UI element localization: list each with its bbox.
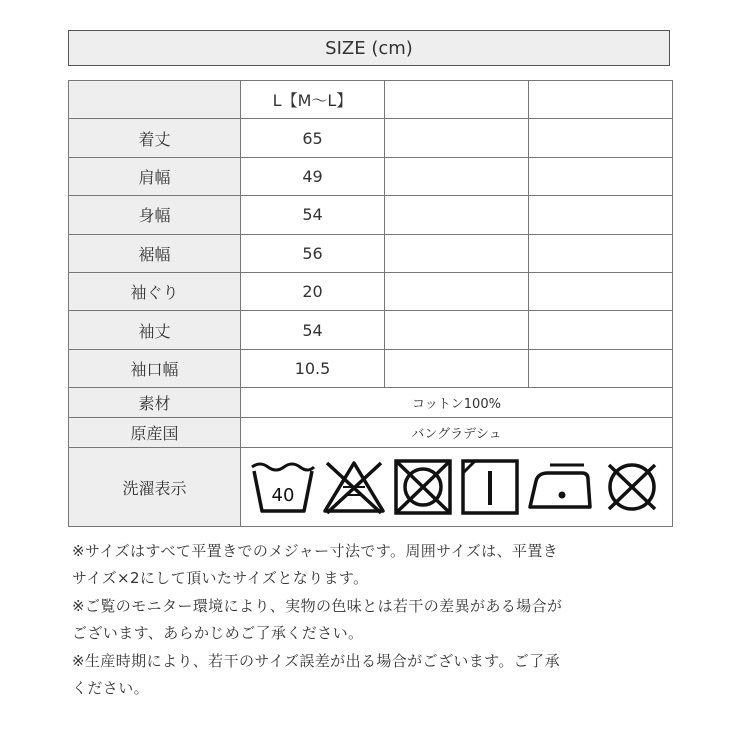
- note-line: ※ご覧のモニター環境により、実物の色味とは若干の差異がある場合が: [72, 596, 563, 615]
- note-line: サイズ×2にして頂いたサイズとなります。: [72, 569, 369, 588]
- row-value: 56: [241, 234, 385, 272]
- table-row: [69, 272, 673, 310]
- no-tumble-dry-icon: [392, 457, 454, 517]
- row-label: 肩幅: [69, 157, 241, 195]
- no-dry-clean-icon: [601, 457, 663, 517]
- table-row: [69, 157, 673, 195]
- row-value: 54: [241, 311, 385, 349]
- row-value: 65: [241, 119, 385, 157]
- empty-cell: [529, 311, 673, 349]
- care-row: [69, 448, 673, 527]
- header-corner: [69, 81, 241, 119]
- care-label: 洗濯表示: [69, 448, 241, 527]
- empty-cell: [385, 311, 529, 349]
- empty-cell: [529, 349, 673, 387]
- empty-cell: [385, 196, 529, 234]
- empty-cell: [385, 234, 529, 272]
- origin-value: バングラデシュ: [241, 418, 673, 448]
- line-dry-icon: [459, 457, 521, 517]
- table-header-row: [69, 81, 673, 119]
- empty-cell: [529, 196, 673, 234]
- note-line: ございます、あらかじめご了承ください。: [72, 624, 364, 643]
- note-line: ※サイズはすべて平置きでのメジャー寸法です。周囲サイズは、平置き: [72, 542, 559, 560]
- origin-row: [69, 418, 673, 448]
- empty-cell: [385, 272, 529, 310]
- care-icons: [241, 457, 672, 517]
- row-value: 54: [241, 196, 385, 234]
- material-label: 素材: [69, 388, 241, 418]
- row-value: 10.5: [241, 349, 385, 387]
- row-value: 20: [241, 272, 385, 310]
- care-icons-cell: [241, 448, 673, 527]
- wash-temp-label: 40: [271, 485, 295, 507]
- notes: [72, 538, 672, 702]
- size-header: L【M〜L】: [241, 81, 385, 119]
- row-value: 49: [241, 157, 385, 195]
- origin-label: 原産国: [69, 418, 241, 448]
- washtub-40-icon: [250, 457, 316, 517]
- row-label: 身幅: [69, 196, 241, 234]
- row-label: 着丈: [69, 119, 241, 157]
- row-label: 裾幅: [69, 234, 241, 272]
- no-bleach-icon: [321, 457, 387, 517]
- empty-cell: [385, 119, 529, 157]
- note-line: ください。: [72, 679, 150, 698]
- empty-cell: [529, 272, 673, 310]
- material-row: [69, 388, 673, 418]
- empty-cell: [529, 81, 673, 119]
- size-title: SIZE (cm): [68, 30, 670, 66]
- empty-cell: [385, 349, 529, 387]
- table-row: [69, 119, 673, 157]
- table-row: [69, 234, 673, 272]
- empty-cell: [529, 234, 673, 272]
- empty-cell: [385, 157, 529, 195]
- size-table: [68, 80, 673, 527]
- table-row: [69, 349, 673, 387]
- row-label: 袖丈: [69, 311, 241, 349]
- row-label: 袖ぐり: [69, 272, 241, 310]
- row-label: 袖口幅: [69, 349, 241, 387]
- table-row: [69, 196, 673, 234]
- note-line: ※生産時期により、若干のサイズ誤差が出る場合がございます。ご了承: [72, 651, 560, 670]
- material-value: コットン100%: [241, 388, 673, 418]
- empty-cell: [385, 81, 529, 119]
- iron-low-icon: [526, 457, 596, 517]
- empty-cell: [529, 157, 673, 195]
- empty-cell: [529, 119, 673, 157]
- table-row: [69, 311, 673, 349]
